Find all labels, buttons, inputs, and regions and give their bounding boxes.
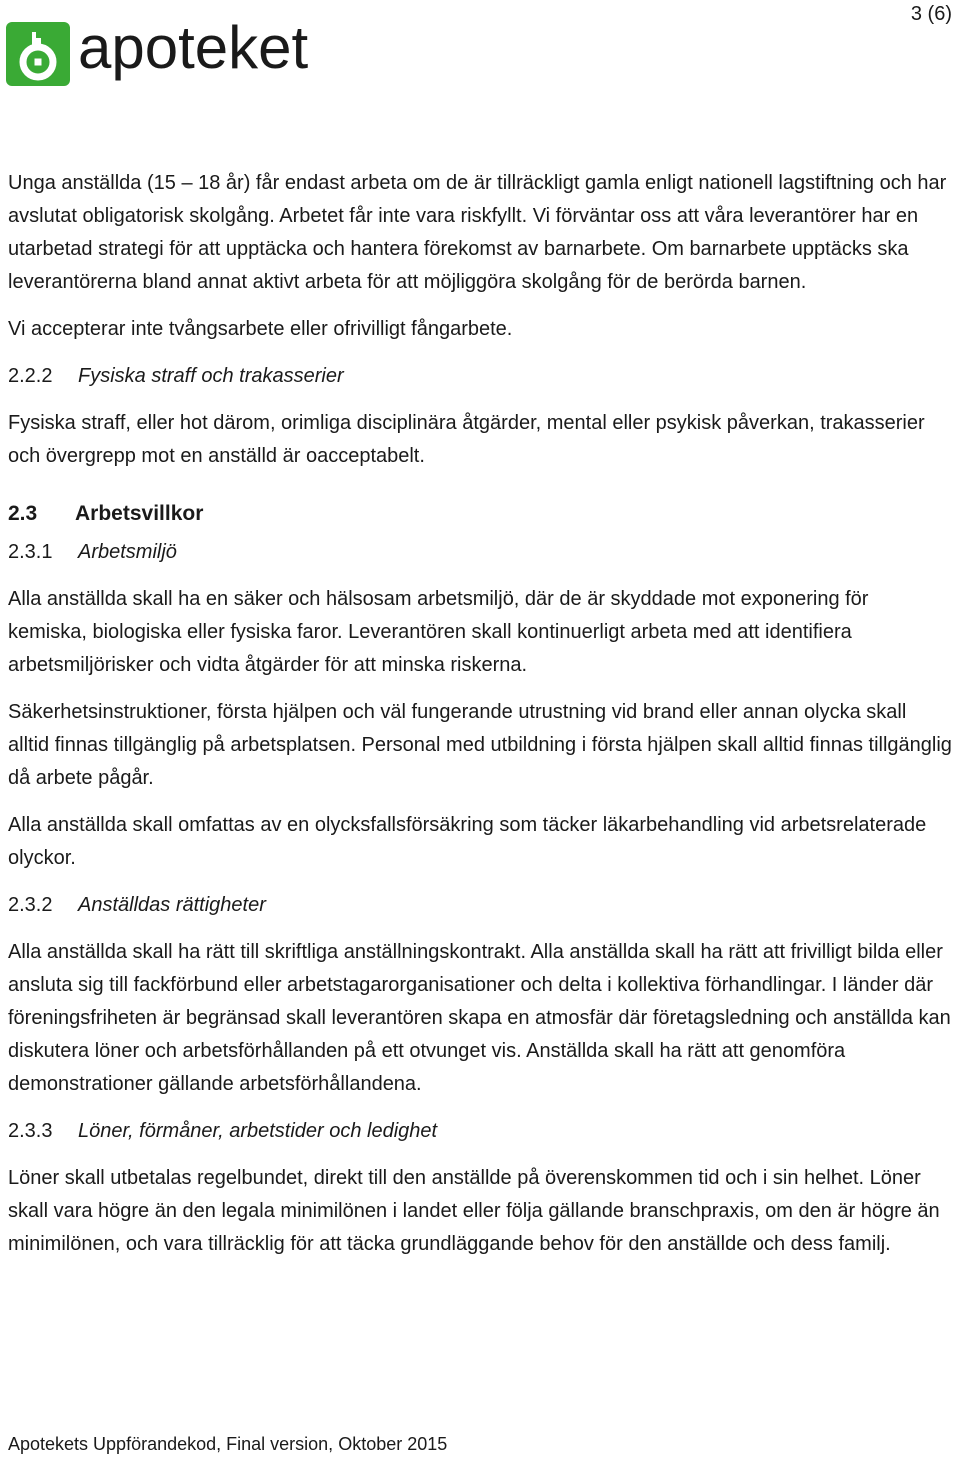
heading-title: Anställdas rättigheter bbox=[78, 894, 266, 916]
heading-2-3 bbox=[8, 497, 952, 530]
paragraph-forced-labour: Vi accepterar inte tvångsarbete eller ofrivilligt fångarbete. bbox=[8, 318, 513, 340]
apoteket-logo-icon bbox=[6, 22, 70, 86]
heading-2-3-1 bbox=[8, 536, 952, 569]
heading-number: 2.3.1 bbox=[8, 541, 53, 563]
paragraph-employee-rights: Alla anställda skall ha rätt till skriftliga anställningskontrakt. Alla anställda skall ha rätt att frivilligt bilda eller ansluta sig till fackförbund eller arbetstagarorganisationer och delta i kollektiva förhandlingar. I länder där föreningsfriheten är begränsad skall leverantören skapa en atmosfär där företagsledning och anställda kan diskutera löner och arbetsförhållanden på ett otvunget vis. Anställda skall ha rätt att genomföra demonstrationer gällande arbetsförhållandena. bbox=[8, 941, 951, 1095]
paragraph-safety-instructions: Säkerhetsinstruktioner, första hjälpen och väl fungerande utrustning vid brand eller annan olycka skall alltid finnas tillgänglig på arbetsplatsen. Personal med utbildning i första hjälpen skall alltid finnas tillgänglig då arbete pågår. bbox=[8, 701, 952, 789]
heading-title: Arbetsmiljö bbox=[78, 541, 177, 563]
paragraph-child-labour: Unga anställda (15 – 18 år) får endast arbeta om de är tillräckligt gamla enligt nationell lagstiftning och har avslutat obligatorisk skolgång. Arbetet får inte vara riskfyllt. Vi förväntar oss att våra leverantörer har en utarbetad strategi för att upptäcka och hantera förekomst av barnarbete. Om barnarbete upptäcks ska leverantörerna bland annat aktivt arbeta för att möjliggöra skolgång för de berörda barnen. bbox=[8, 172, 947, 293]
heading-2-3-2 bbox=[8, 889, 952, 922]
paragraph-wages: Löner skall utbetalas regelbundet, direkt till den anställde på överenskommen tid och i sin helhet. Löner skall vara högre än den legala minimilönen i landet eller följa gällande branschpraxis, om den är högre än minimilönen, och vara tillräcklig för att täcka grundläggande behov för den anställde och dess familj. bbox=[8, 1167, 940, 1255]
paragraph-work-environment: Alla anställda skall ha en säker och hälsosam arbetsmiljö, där de är skyddade mot exponering för kemiska, biologiska eller fysiska faror. Leverantören skall kontinuerligt arbeta med att identifiera arbetsmiljörisker och vidta åtgärder för att minska riskerna. bbox=[8, 588, 869, 676]
page-footer: Apotekets Uppförandekod, Final version, Oktober 2015 bbox=[8, 1434, 448, 1454]
page-number: 3 (6) bbox=[910, 3, 952, 25]
heading-number: 2.3 bbox=[8, 502, 38, 525]
heading-title: Arbetsvillkor bbox=[75, 502, 204, 525]
heading-2-2-2 bbox=[8, 360, 952, 393]
document-body bbox=[8, 167, 952, 1275]
apoteket-logo bbox=[6, 14, 309, 90]
heading-title: Fysiska straff och trakasserier bbox=[78, 365, 344, 387]
heading-2-3-3 bbox=[8, 1115, 952, 1148]
heading-number: 2.2.2 bbox=[8, 365, 53, 387]
heading-number: 2.3.2 bbox=[8, 894, 53, 916]
heading-title: Löner, förmåner, arbetstider och ledighet bbox=[78, 1120, 438, 1142]
logo-wordmark: apoteket bbox=[78, 14, 309, 81]
paragraph-accident-insurance: Alla anställda skall omfattas av en olycksfallsförsäkring som täcker läkarbehandling vid arbetsrelaterade olyckor. bbox=[8, 814, 927, 869]
heading-number: 2.3.3 bbox=[8, 1120, 53, 1142]
paragraph-physical-punishment: Fysiska straff, eller hot därom, orimliga disciplinära åtgärder, mental eller psykisk påverkan, trakasserier och övergrepp mot en anställd är oacceptabelt. bbox=[8, 412, 925, 467]
